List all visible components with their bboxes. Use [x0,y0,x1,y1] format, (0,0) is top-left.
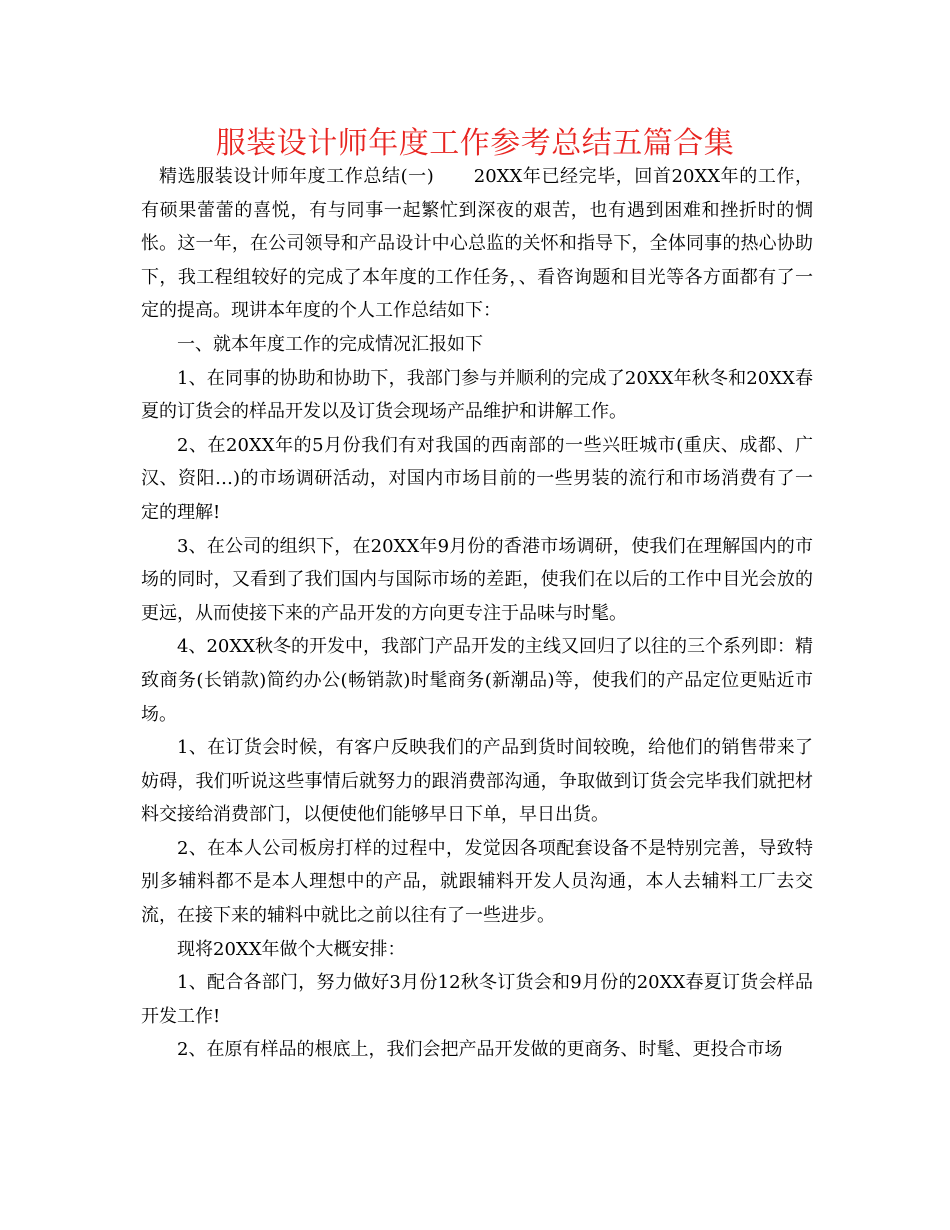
document-body [141,160,813,1067]
intro-lead: 精选服装设计师年度工作总结(一) [159,166,434,187]
paragraph: 3、在公司的组织下，在20XX年9月份的香港市场调研，使我们在理解国内的市场的同时，又看到了我们国内与国际市场的差距，使我们在以后的工作中目光会放的更远，从而使接下来的产品开发的方向更专注于品味与时髦。 [141,535,813,624]
paragraph: 1、在订货会时候，有客户反映我们的产品到货时间较晚，给他们的销售带来了妨碍，我们听说这些事情后就努力的跟消费部沟通，争取做到订货会完毕我们就把材料交接给消费部门，以便使他们能够早日下单，早日出货。 [141,737,813,826]
paragraph: 2、在本人公司板房打样的过程中，发觉因各项配套设备不是特别完善，导致特别多辅料都不是本人理想中的产品，就跟辅料开发人员沟通，本人去辅料工厂去交流，在接下来的辅料中就比之前以往有了一些进步。 [141,837,813,927]
paragraph: 2、在20XX年的5月份我们有对我国的西南部的一些兴旺城市(重庆、成都、广汉、资阳…)的市场调研活动，对国内市场目前的一些男装的流行和市场消费有了一定的理解! [141,434,813,523]
paragraph: 4、20XX秋冬的开发中，我部门产品开发的主线又回归了以往的三个系列即：精致商务(长销款)简约办公(畅销款)时髦商务(新潮品)等，使我们的产品定位更贴近市场。 [141,636,813,725]
document-title: 服装设计师年度工作参考总结五篇合集 [215,126,735,161]
paragraph: 2、在原有样品的根底上，我们会把产品开发做的更商务、时髦、更投合市场 [177,1039,783,1061]
paragraph: 1、配合各部门，努力做好3月份12秋冬订货会和9月份的20XX春夏订货会样品开发工作! [141,972,813,1027]
paragraph: 1、在同事的协助和协助下，我部门参与并顺利的完成了20XX年秋冬和20XX春夏的订货会的样品开发以及订货会现场产品维护和讲解工作。 [141,367,813,423]
intro-paragraph [141,160,813,328]
paragraph: 现将20XX年做个大概安排： [177,938,406,960]
paragraph-section-heading: 一、就本年度工作的完成情况汇报如下 [177,333,483,355]
intro-body: 20XX年已经完毕，回首20XX年的工作，有硕果蕾蕾的喜悦，有与同事一起繁忙到深夜的艰苦，也有遇到困难和挫折时的惆怅。这一年，在公司领导和产品设计中心总监的关怀和指导下，全体同事的热心协助下，我工程组较好的完成了本年度的工作任务，、看咨询题和目光等各方面都有了一定的提高。现讲本年度的个人工作总结如下： [141,166,813,322]
